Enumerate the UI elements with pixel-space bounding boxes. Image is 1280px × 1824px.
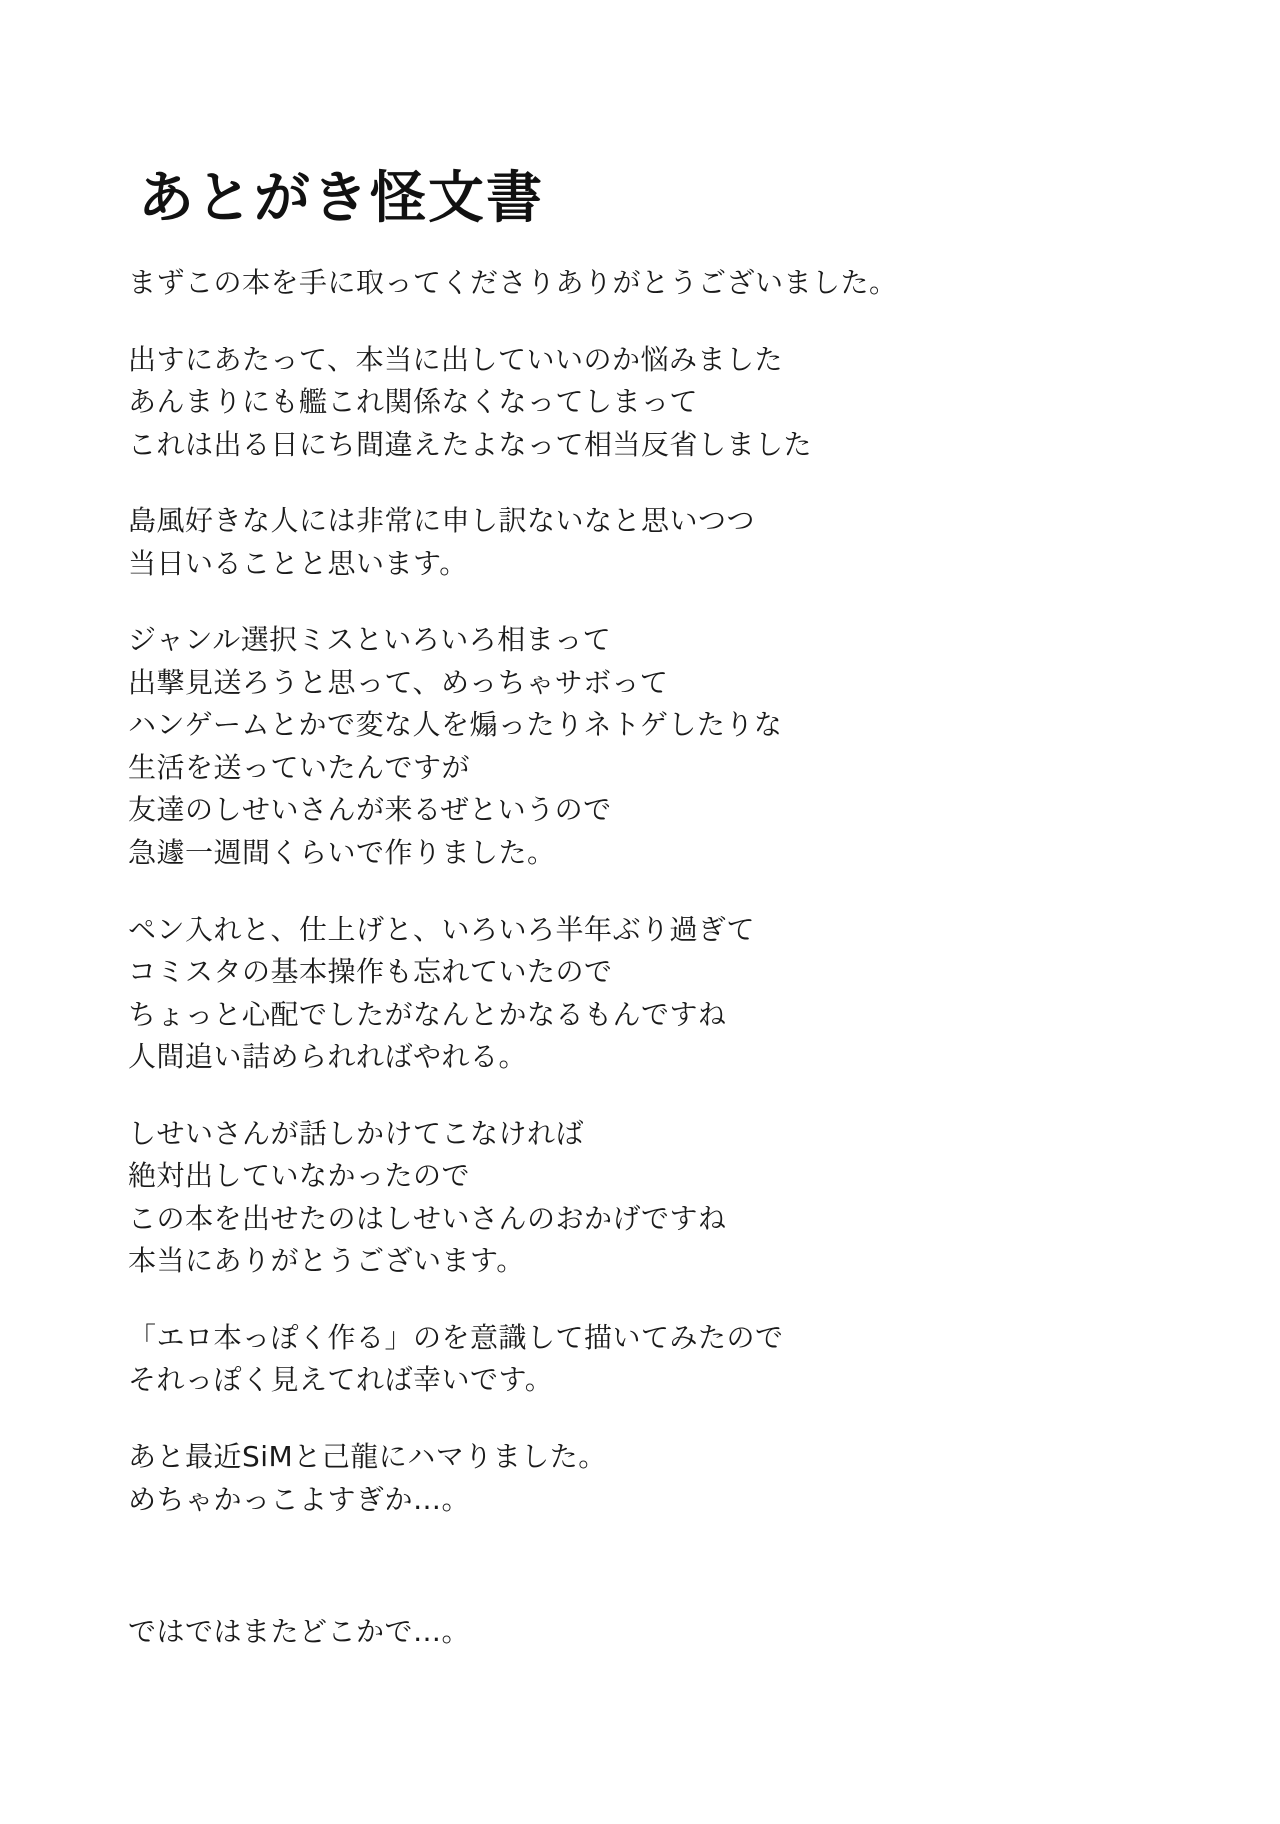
text-line: 出撃見送ろうと思って、めっちゃサボって xyxy=(128,665,669,699)
text-line: 島風好きな人には非常に申し訳ないなと思いつつ xyxy=(128,504,756,538)
page-title: あとがき怪文書 xyxy=(138,165,544,231)
paragraph-genre-miss xyxy=(128,619,1168,874)
paragraph-release-doubts xyxy=(128,339,1168,467)
text-line: これは出る日にち間違えたよなって相当反省しました xyxy=(128,427,813,461)
text-line: 急遽一週間くらいで作りました。 xyxy=(128,836,556,870)
text-line: コミスタの基本操作も忘れていたので xyxy=(128,955,613,989)
afterword-body xyxy=(128,262,1168,1654)
text-line: しせいさんが話しかけてこなければ xyxy=(128,1116,585,1150)
text-line: 友達のしせいさんが来るぜというので xyxy=(128,793,612,827)
text-line: ちょっと心配でしたがなんとかなるもんですね xyxy=(128,997,727,1031)
text-line: この本を出せたのはしせいさんのおかげですね xyxy=(128,1201,727,1235)
text-line: 人間追い詰められればやれる。 xyxy=(128,1040,528,1074)
text-line: 絶対出していなかったので xyxy=(128,1159,471,1193)
paragraph-apology-shimakaze xyxy=(128,500,1168,585)
text-line: 生活を送っていたんですが xyxy=(128,750,471,784)
text-line: 本当にありがとうございます。 xyxy=(128,1244,525,1278)
text-line: あと最近SiMと己龍にハマりました。 xyxy=(128,1440,607,1474)
paragraph-erobon-style xyxy=(128,1317,1168,1402)
text-line: ハンゲームとかで変な人を煽ったりネトゲしたりな xyxy=(128,708,783,742)
paragraph-recent-music xyxy=(128,1436,1168,1521)
text-line: めちゃかっこよすぎか…。 xyxy=(128,1482,471,1516)
text-line: 当日いることと思います。 xyxy=(128,546,468,580)
spacer xyxy=(128,1555,1168,1611)
paragraph-thanks-shisei xyxy=(128,1113,1168,1283)
text-line: ジャンル選択ミスといろいろ相まって xyxy=(128,623,612,657)
paragraph-greeting xyxy=(128,262,1168,305)
text-line: まずこの本を手に取ってくださりありがとうございました。 xyxy=(128,266,898,299)
text-line: あんまりにも艦これ関係なくなってしまって xyxy=(128,385,699,419)
paragraph-production xyxy=(128,909,1168,1079)
closing-line: ではではまたどこかで…。 xyxy=(128,1615,471,1649)
text-line: 出すにあたって、本当に出していいのか悩みました xyxy=(128,342,783,376)
text-line: 「エロ本っぽく作る」のを意識して描いてみたので xyxy=(128,1320,784,1354)
text-line: それっぽく見えてれば幸いです。 xyxy=(128,1363,554,1397)
text-line: ペン入れと、仕上げと、いろいろ半年ぶり過ぎて xyxy=(128,912,756,946)
